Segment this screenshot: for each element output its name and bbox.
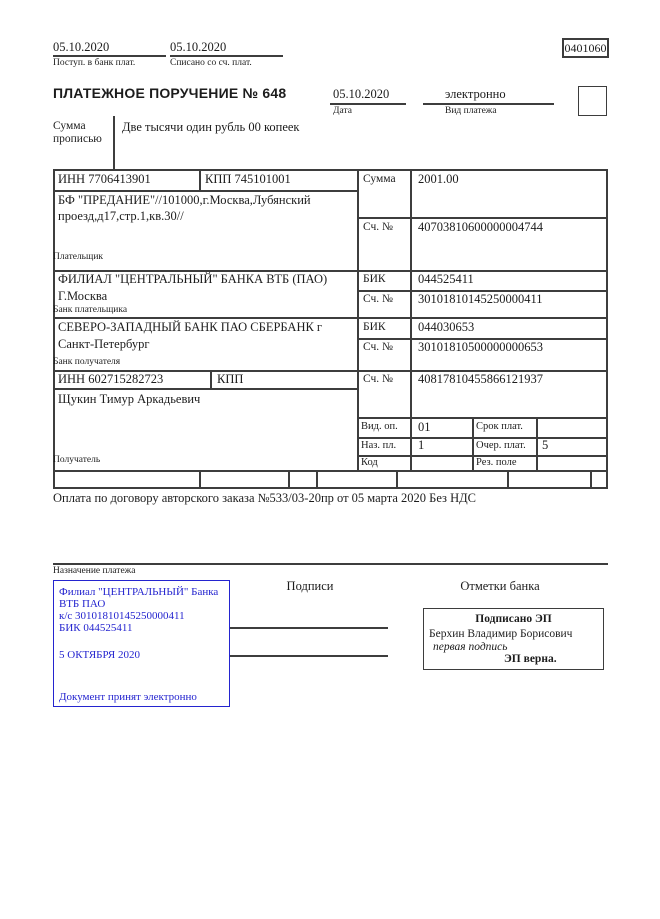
purpose-text: Оплата по договору авторского заказа №533/03-20пр от 05 марта 2020 Без НДС bbox=[53, 491, 477, 505]
stamp-footer: Документ принят электронно bbox=[59, 691, 197, 703]
stamp-corr-account: к/с 30101810145250000411 bbox=[59, 610, 185, 622]
form-code-box: 0401060 bbox=[562, 38, 609, 58]
label-column-divider bbox=[410, 169, 412, 470]
date-underline bbox=[330, 103, 406, 105]
payee-account-label: Сч. № bbox=[363, 373, 394, 385]
payer-bank-account-label: Сч. № bbox=[363, 293, 394, 305]
payee-account: 40817810455866121937 bbox=[418, 372, 543, 386]
payer-label: Плательщик bbox=[53, 252, 104, 262]
esign-signature-kind: первая подпись bbox=[433, 641, 508, 653]
status-checkbox bbox=[578, 86, 607, 116]
table-left-border bbox=[53, 169, 55, 489]
term-label: Срок плат. bbox=[476, 421, 523, 432]
payer-inn: ИНН 7706413901 bbox=[58, 172, 151, 186]
payer-account-label: Сч. № bbox=[363, 221, 394, 233]
payment-kind-value: электронно bbox=[445, 87, 506, 101]
row-line-payee-inn bbox=[53, 388, 359, 390]
debited-label: Списано со сч. плат. bbox=[170, 58, 252, 68]
coded-row-div6 bbox=[590, 470, 592, 487]
stamp-bik: БИК 044525411 bbox=[59, 622, 133, 634]
esign-box bbox=[423, 608, 604, 670]
row-line-payer-bank bbox=[53, 317, 608, 319]
payee-bank-name-line1: СЕВЕРО-ЗАПАДНЫЙ БАНК ПАО СБЕРБАНК г bbox=[58, 320, 323, 334]
payee-bank-name-line2: Санкт-Петербург bbox=[58, 337, 150, 351]
payee-bank-bik: 044030653 bbox=[418, 320, 475, 334]
coded-row-div1 bbox=[199, 470, 201, 487]
payee-inn-kpp-divider bbox=[210, 370, 212, 388]
purpose-code-value: 1 bbox=[418, 438, 425, 452]
date-label: Дата bbox=[333, 106, 352, 116]
main-column-divider bbox=[357, 169, 359, 470]
payer-account: 40703810600000004744 bbox=[418, 220, 543, 234]
stamp-line2: ВТБ ПАО bbox=[59, 598, 106, 610]
payee-bank-account-label: Сч. № bbox=[363, 341, 394, 353]
signature-line-2 bbox=[230, 655, 388, 657]
document-title: ПЛАТЕЖНОЕ ПОРУЧЕНИЕ № 648 bbox=[53, 85, 287, 101]
payer-bank-bik-label: БИК bbox=[363, 273, 386, 285]
amount-words-value: Две тысячи один рубль 00 копеек bbox=[122, 120, 300, 134]
priority-value: 5 bbox=[542, 438, 549, 452]
payee-label: Получатель bbox=[53, 455, 101, 465]
row-line-optype bbox=[357, 437, 608, 439]
row-line-optype-top bbox=[357, 417, 608, 419]
inn-kpp-divider bbox=[199, 169, 201, 190]
payer-bank-bik: 044525411 bbox=[418, 272, 474, 286]
payee-name: Щукин Тимур Аркадьевич bbox=[58, 392, 201, 406]
op-type-label: Вид. оп. bbox=[361, 421, 398, 432]
payer-kpp: КПП 745101001 bbox=[205, 172, 291, 186]
sum-label: Сумма bbox=[363, 173, 396, 185]
purpose-code-label: Наз. пл. bbox=[361, 440, 397, 451]
esign-signer: Берхин Владимир Борисович bbox=[429, 628, 573, 640]
signatures-header: Подписи bbox=[286, 579, 334, 593]
payer-bank-label: Банк плательщика bbox=[53, 305, 128, 315]
table-bottom-border bbox=[53, 470, 608, 472]
stamp-date: 5 ОКТЯБРЯ 2020 bbox=[59, 649, 140, 661]
esign-verified: ЭП верна. bbox=[504, 653, 557, 665]
amount-words-label: Сумма прописью bbox=[53, 120, 102, 145]
purpose-label: Назначение платежа bbox=[53, 566, 136, 576]
table-top-border bbox=[53, 169, 608, 171]
payer-bank-name-line2: Г.Москва bbox=[58, 289, 108, 303]
res-field-label: Рез. поле bbox=[476, 457, 517, 468]
payer-bank-name-line1: ФИЛИАЛ "ЦЕНТРАЛЬНЫЙ" БАНКА ВТБ (ПАО) bbox=[58, 272, 328, 286]
payer-name-line2: проезд,д17,стр.1,кв.30// bbox=[58, 209, 184, 223]
esign-title: Подписано ЭП bbox=[475, 613, 552, 625]
priority-label: Очер. плат. bbox=[476, 440, 526, 451]
payee-bank-account: 30101810500000000653 bbox=[418, 340, 543, 354]
coded-row-bottom bbox=[53, 487, 608, 489]
bank-stamp bbox=[53, 580, 230, 707]
coded-row-div3 bbox=[316, 470, 318, 487]
bank-marks-header: Отметки банка bbox=[460, 579, 540, 593]
payee-bank-label: Банк получателя bbox=[53, 357, 121, 367]
debited-underline bbox=[170, 55, 283, 57]
term-column-divider-left bbox=[472, 417, 474, 470]
document-date: 05.10.2020 bbox=[333, 87, 390, 101]
payment-kind-label: Вид платежа bbox=[445, 106, 497, 116]
coded-row-div5 bbox=[507, 470, 509, 487]
sum-value: 2001.00 bbox=[418, 172, 459, 186]
op-type-value: 01 bbox=[418, 420, 431, 434]
row-line-inn bbox=[53, 190, 359, 192]
term-column-divider-right bbox=[536, 417, 538, 470]
row-line-sum bbox=[357, 217, 608, 219]
code-label: Код bbox=[361, 457, 378, 468]
payee-bank-bik-label: БИК bbox=[363, 321, 386, 333]
signature-line-1 bbox=[230, 627, 388, 629]
payer-bank-account: 30101810145250000411 bbox=[418, 292, 543, 306]
stamp-line1: Филиал "ЦЕНТРАЛЬНЫЙ" Банка bbox=[59, 586, 219, 598]
purpose-bottom-line bbox=[53, 563, 608, 565]
coded-row-div4 bbox=[396, 470, 398, 487]
payee-inn: ИНН 602715282723 bbox=[58, 372, 164, 386]
debited-date: 05.10.2020 bbox=[170, 40, 227, 54]
received-underline bbox=[53, 55, 166, 57]
payee-kpp-label: КПП bbox=[217, 372, 244, 386]
payer-name-line1: БФ "ПРЕДАНИЕ"//101000,г.Москва,Лубянский bbox=[58, 193, 311, 207]
received-in-bank-date: 05.10.2020 bbox=[53, 40, 110, 54]
amount-words-divider bbox=[113, 116, 115, 169]
payment-kind-underline bbox=[423, 103, 554, 105]
coded-row-div2 bbox=[288, 470, 290, 487]
received-label: Поступ. в банк плат. bbox=[53, 58, 136, 68]
